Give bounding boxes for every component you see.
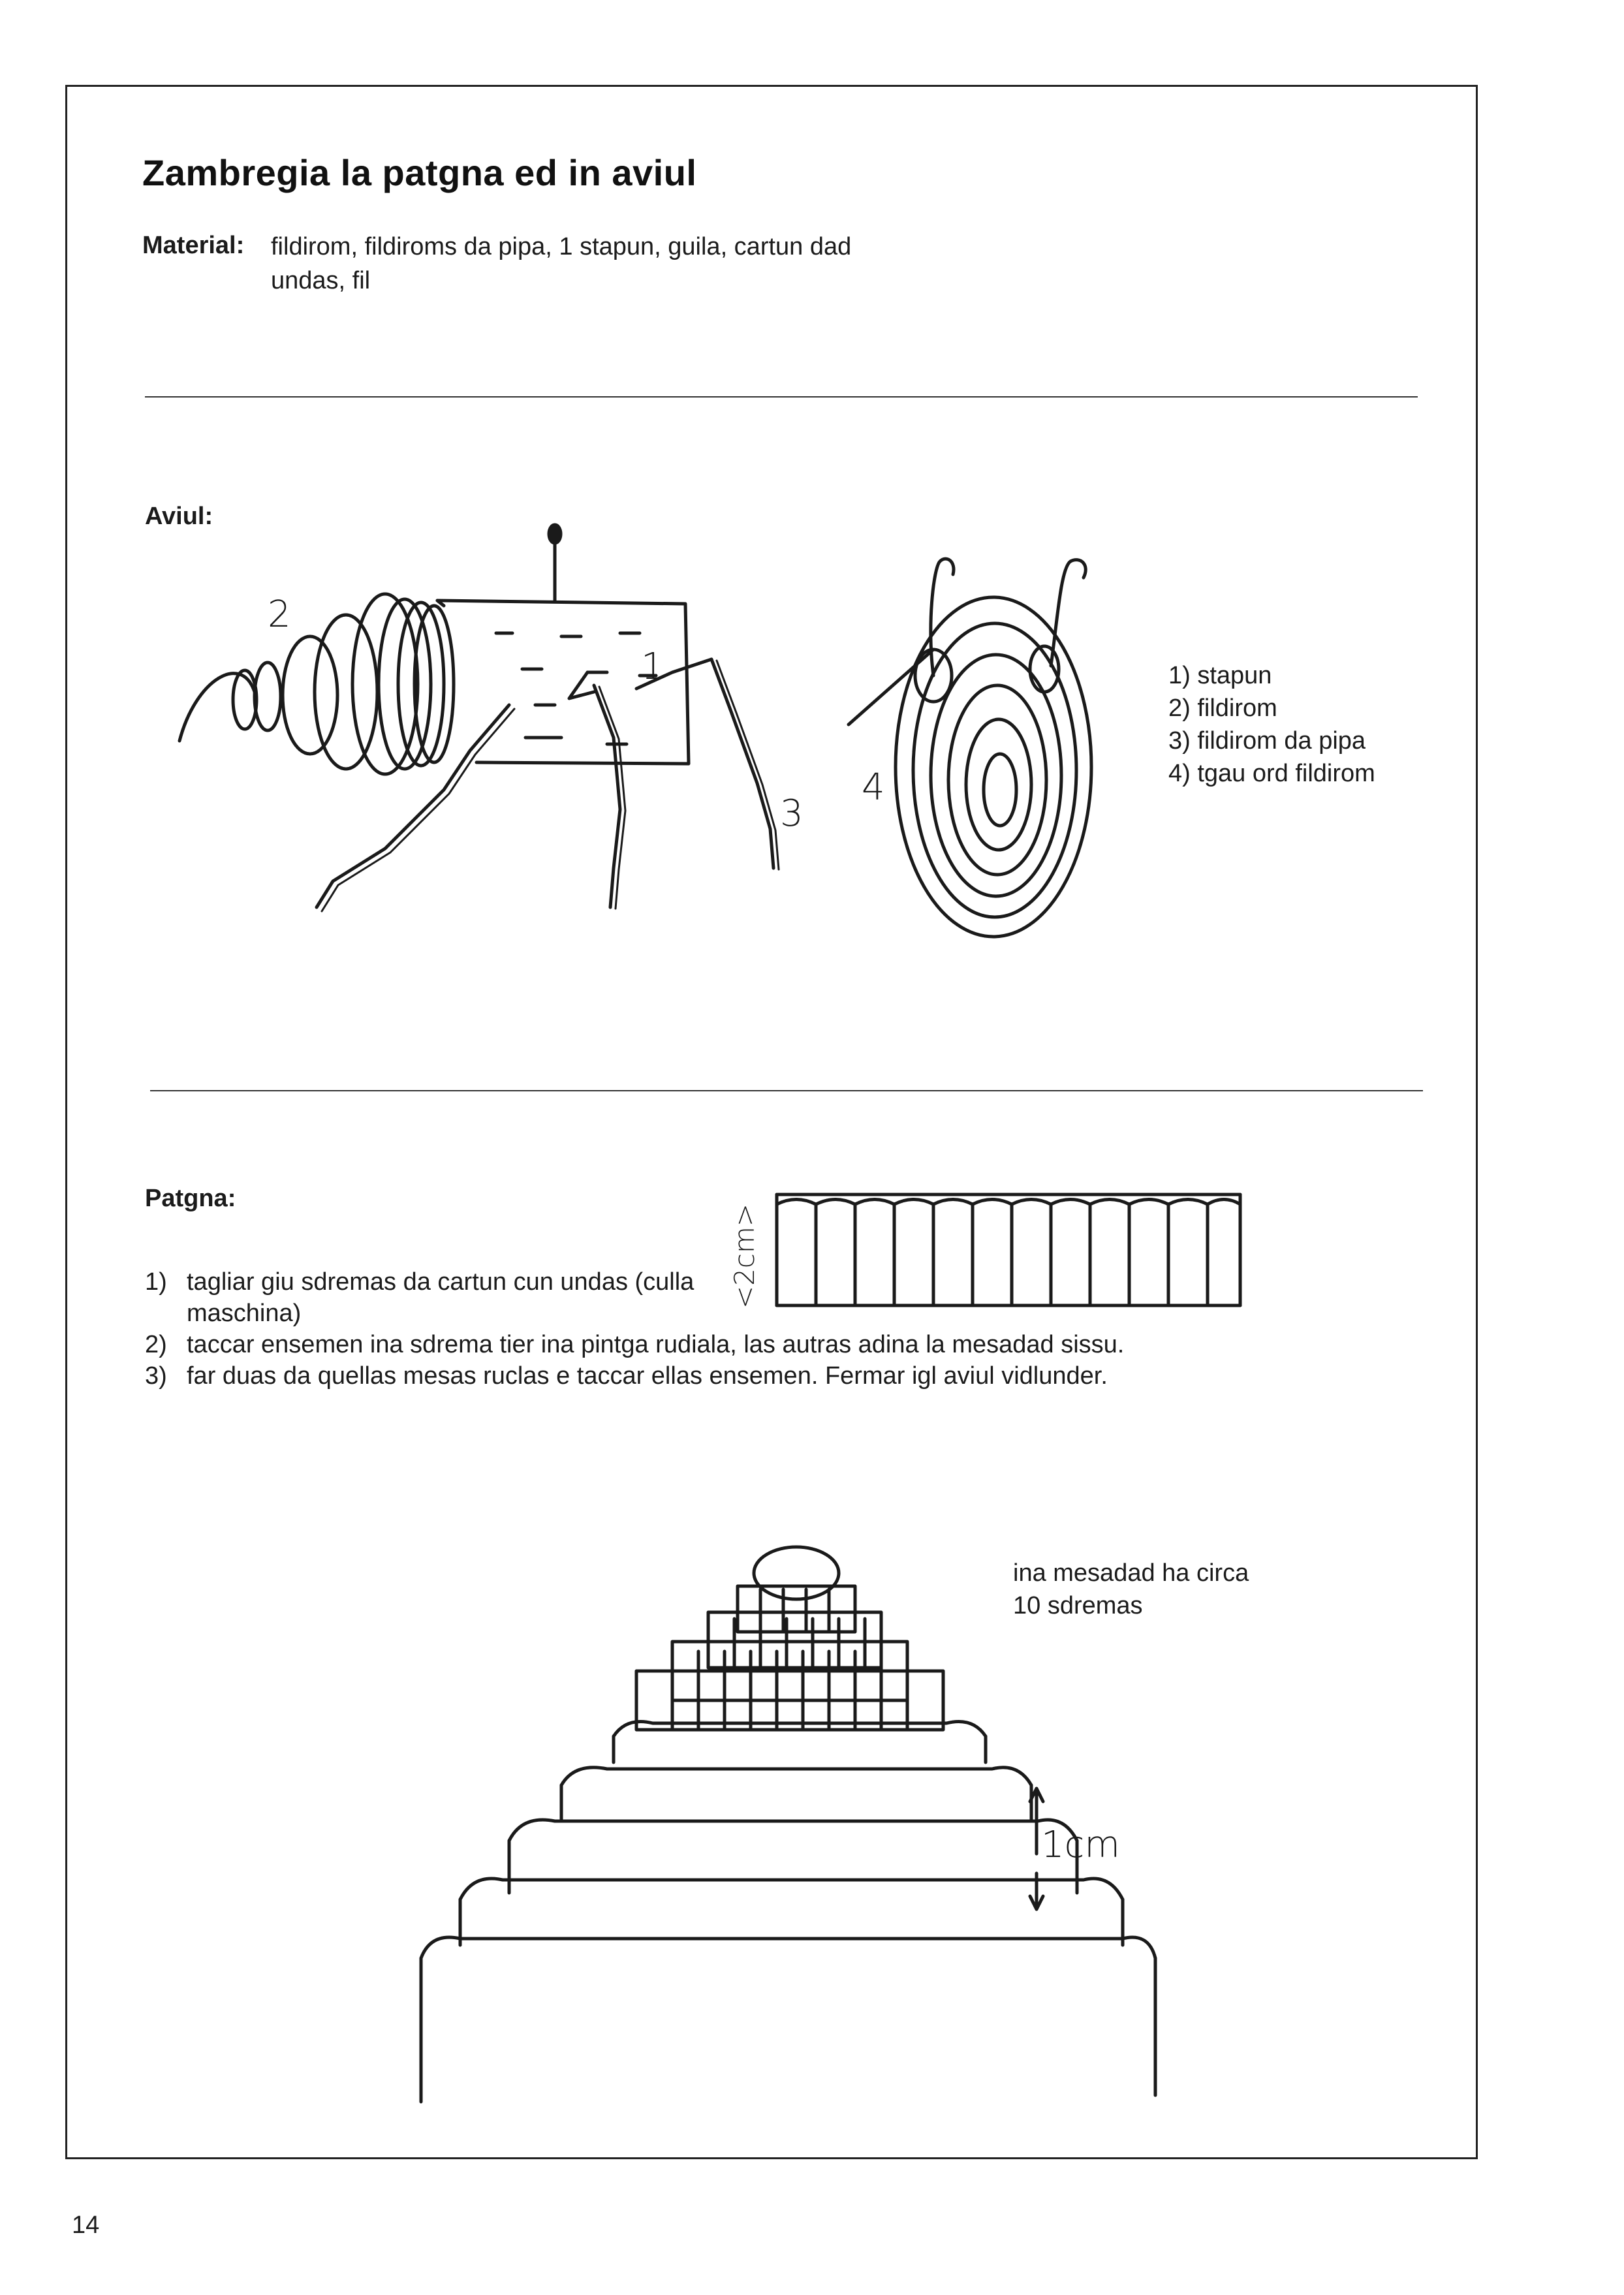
legend-item: 3) fildirom da pipa <box>1168 727 1366 755</box>
label-3: 3 <box>780 792 804 835</box>
material-text: fildirom, fildiroms da pipa, 1 stapun, guila, cartun dad undas, fil <box>271 233 852 294</box>
legend-item: 1) stapun <box>1168 662 1272 689</box>
divider-top <box>145 396 1418 398</box>
step-number: 3) <box>145 1362 167 1390</box>
bird-front-drawing <box>842 535 1116 940</box>
bird-side-drawing <box>170 516 804 960</box>
step-number: 2) <box>145 1331 167 1358</box>
strip-height-label: <2cm> <box>728 1203 760 1309</box>
legend-item: 2) fildirom <box>1168 695 1277 722</box>
patgna-heading: Patgna: <box>145 1185 236 1212</box>
label-2: 2 <box>268 593 291 636</box>
patgna-steps <box>145 1266 1124 1392</box>
label-1: 1 <box>641 646 664 688</box>
material-label: Material: <box>142 232 245 259</box>
legend-item: 4) tgau ord fildirom <box>1168 760 1375 787</box>
step-item <box>145 1329 1124 1360</box>
step-text: far duas da quellas mesas ruclas e taccar ellas ensemen. Fermar igl aviul vidlunder. <box>187 1362 1108 1390</box>
divider-middle <box>150 1090 1423 1091</box>
page-title: Zambregia la patgna ed in aviul <box>142 152 697 193</box>
tier-height-label: 1cm <box>1041 1824 1120 1866</box>
step-text: taccar ensemen ina sdrema tier ina pintga rudiala, las autras adina la mesadad sissu. <box>187 1331 1125 1358</box>
label-4: 4 <box>862 766 885 809</box>
aviul-legend <box>1168 659 1375 790</box>
step-item <box>145 1360 1124 1392</box>
tier-note: ina mesadad ha circa 10 sdremas <box>1013 1559 1249 1619</box>
step-item <box>145 1266 761 1329</box>
aviul-heading: Aviul: <box>145 503 213 530</box>
page-number: 14 <box>72 2211 100 2239</box>
step-number: 1) <box>145 1268 167 1296</box>
step-text: tagliar giu sdremas da cartun cun undas (culla maschina) <box>187 1268 695 1327</box>
